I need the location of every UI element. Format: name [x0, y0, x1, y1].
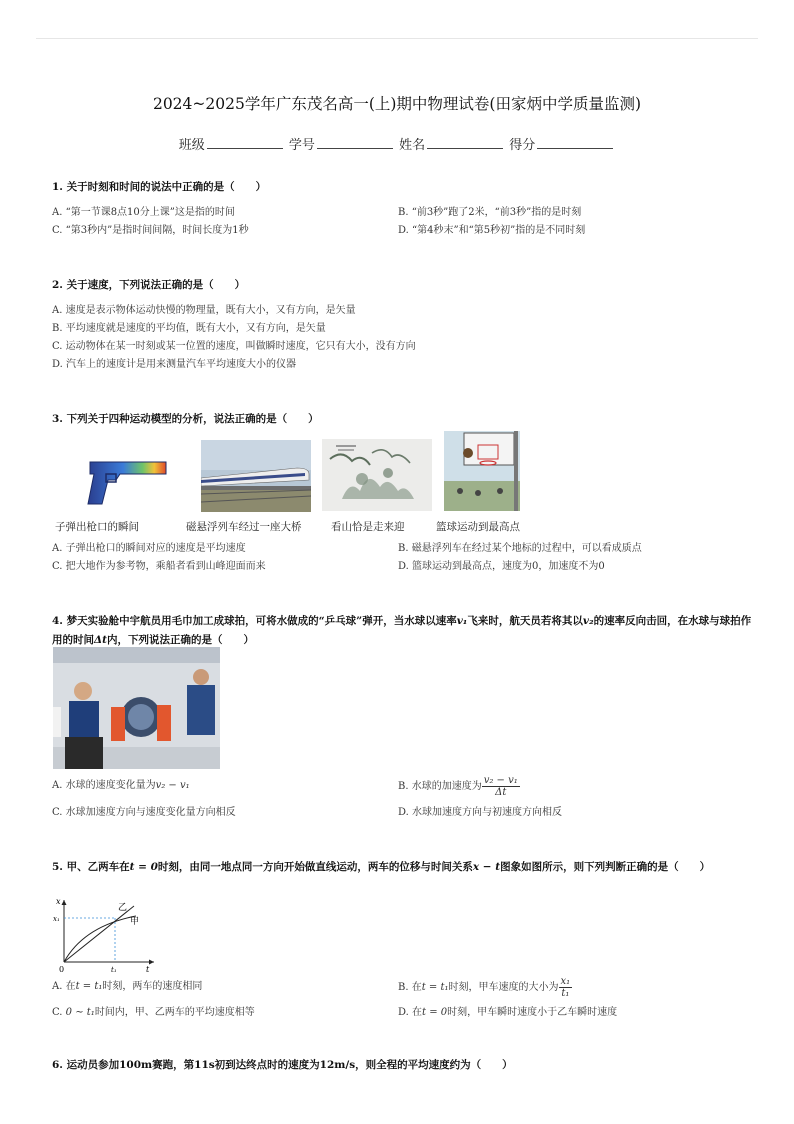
graph-y-label: x	[56, 897, 61, 906]
q4-v1: v₁	[456, 615, 468, 627]
q2-option-c[interactable]: C. 运动物体在某一时刻或某一位置的速度，叫做瞬时速度，它只有大小，没有方向	[52, 341, 416, 352]
q5-option-d[interactable]	[398, 1006, 617, 1020]
q5-option-b[interactable]	[398, 976, 572, 999]
graph-origin: 0	[59, 965, 65, 974]
q4-option-a-text: A. 水球的速度变化量为	[52, 780, 156, 791]
question-2-stem: 2. 关于速度，下列说法正确的是（ ）	[52, 279, 246, 291]
q3-caption-3: 看山恰是走来迎	[331, 521, 405, 533]
question-4-stem	[52, 612, 752, 650]
q5-b-denominator: t₁	[561, 988, 570, 999]
q1-option-b[interactable]: B. “前3秒”跑了2米，“前3秒”指的是时刻	[398, 207, 582, 218]
q4-b-denominator: Δt	[495, 787, 507, 798]
q3-caption-1: 子弹出枪口的瞬间	[55, 521, 139, 533]
q5-stem-part: 时刻，由同一地点同一方向开始做直线运动，两车的位移与时间关系	[157, 861, 473, 873]
q5-option-b-expr: t = t₁	[421, 982, 449, 993]
q3-caption-2: 磁悬浮列车经过一座大桥	[186, 521, 302, 533]
q4-option-a-expr: v₂ − v₁	[155, 780, 190, 791]
top-divider	[36, 38, 758, 39]
q4-dt: Δt	[94, 634, 107, 646]
q3-option-b[interactable]: B. 磁悬浮列车在经过某个地标的过程中，可以看成质点	[398, 543, 642, 554]
q5-option-a-text: 时刻，两车的速度相同	[102, 981, 203, 992]
basketball-image	[444, 431, 520, 511]
q5-stem-part: 5. 甲、乙两车在	[52, 861, 130, 873]
class-blank[interactable]	[207, 136, 283, 149]
q5-option-a-text: A. 在	[52, 981, 76, 992]
graph-x-arrow	[62, 900, 67, 905]
q1-option-a[interactable]: A. “第一节课8点10分上课”这是指的时间	[52, 207, 235, 218]
score-label: 得分	[509, 138, 536, 153]
number-label: 学号	[288, 138, 315, 153]
q5-xt: x − t	[472, 861, 501, 873]
graph-t-arrow	[149, 960, 154, 965]
q4-option-b[interactable]	[398, 775, 520, 798]
q5-b-numerator: x₁	[560, 976, 571, 987]
q4-stem-part: 内，下列说法正确的是（ ）	[107, 634, 254, 646]
q5-option-c-expr: 0 ∼ t₁	[65, 1007, 95, 1018]
graph-label-yi: 乙	[118, 903, 128, 913]
q5-option-c[interactable]	[52, 1006, 255, 1020]
question-5-stem	[52, 858, 752, 877]
q4-b-numerator: v₂ − v₁	[483, 775, 518, 786]
q1-option-c[interactable]: C. “第3秒内”是指时间间隔，时间长度为1秒	[52, 225, 249, 236]
q5-t0: t = 0	[129, 861, 158, 873]
q3-option-c[interactable]: C. 把大地作为参考物，乘船者看到山峰迎面而来	[52, 561, 266, 572]
q1-option-d[interactable]: D. “第4秒末”和“第5秒初”指的是不同时刻	[398, 225, 586, 236]
q4-option-b-text: B. 水球的加速度为	[398, 781, 482, 792]
score-blank[interactable]	[537, 136, 613, 149]
q5-option-c-text: 时间内，甲、乙两车的平均速度相等	[94, 1007, 255, 1018]
q5-option-a-expr: t = t₁	[75, 981, 103, 992]
q4-stem-part: 飞来时，航天员若将其以	[467, 615, 583, 627]
q4-stem-part: 4. 梦天实验舱中宇航员用毛巾加工成球拍，可将水做成的“乒乓球”弹开，当水球以速率	[52, 615, 457, 627]
q5-option-b-text: 时刻，甲车速度的大小为	[448, 982, 559, 993]
q4-option-d[interactable]: D. 水球加速度方向与初速度方向相反	[398, 807, 563, 818]
q2-option-d[interactable]: D. 汽车上的速度计是用来测量汽车平均速度大小的仪器	[52, 359, 297, 370]
number-blank[interactable]	[317, 136, 393, 149]
q4-option-b-fraction	[482, 775, 520, 798]
question-1-stem: 1. 关于时刻和时间的说法中正确的是（ ）	[52, 181, 267, 193]
graph-x-label: t	[146, 965, 150, 974]
student-info-line	[0, 134, 794, 153]
graph-line-yi	[64, 906, 134, 962]
q5-option-a[interactable]	[52, 980, 202, 994]
name-label: 姓名	[399, 138, 426, 153]
maglev-train-image	[201, 440, 311, 512]
q5-xt-graph	[50, 896, 158, 974]
space-station-image	[53, 647, 220, 769]
graph-x1-label: x₁	[53, 915, 60, 923]
q4-option-c[interactable]: C. 水球加速度方向与速度变化量方向相反	[52, 807, 236, 818]
q3-caption-4: 篮球运动到最高点	[436, 521, 520, 533]
q5-option-b-text: B. 在	[398, 982, 422, 993]
mountain-painting-image	[322, 439, 432, 511]
name-blank[interactable]	[427, 136, 503, 149]
exam-title: 2024~2025学年广东茂名高一(上)期中物理试卷(田家炳中学质量监测)	[152, 95, 642, 113]
q2-option-a[interactable]: A. 速度是表示物体运动快慢的物理量，既有大小，又有方向，是矢量	[52, 305, 356, 316]
q5-option-d-expr: t = 0	[422, 1007, 448, 1018]
q5-option-d-text: D. 在	[398, 1007, 423, 1018]
q5-stem-part: 图象如图所示，则下列判断正确的是（ ）	[500, 861, 711, 873]
q5-option-c-text: C.	[52, 1007, 63, 1018]
graph-t1-label: t₁	[111, 966, 117, 974]
class-label: 班级	[178, 138, 205, 153]
q3-option-d[interactable]: D. 篮球运动到最高点，速度为0，加速度不为0	[398, 561, 605, 572]
q5-option-d-text: 时刻，甲车瞬时速度小于乙车瞬时速度	[447, 1007, 618, 1018]
q4-option-a[interactable]	[52, 779, 190, 793]
q2-option-b[interactable]: B. 平均速度就是速度的平均值，既有大小，又有方向，是矢量	[52, 323, 326, 334]
q3-option-a[interactable]: A. 子弹出枪口的瞬间对应的速度是平均速度	[52, 543, 246, 554]
question-3-stem: 3. 下列关于四种运动模型的分析，说法正确的是（ ）	[52, 413, 319, 425]
graph-label-jia: 甲	[130, 917, 140, 927]
pistol-image	[80, 452, 172, 512]
q4-v2: v₂	[582, 615, 594, 627]
graph-curve-jia	[64, 916, 136, 962]
q5-option-b-fraction	[559, 976, 573, 999]
q4-stem-part: 的速率反向击回，在水球与球拍作用的时间	[52, 615, 752, 646]
question-6-stem: 6. 运动员参加100m赛跑，第11s初到达终点时的速度为12m/s，则全程的平均速度约为（ ）	[52, 1059, 513, 1071]
